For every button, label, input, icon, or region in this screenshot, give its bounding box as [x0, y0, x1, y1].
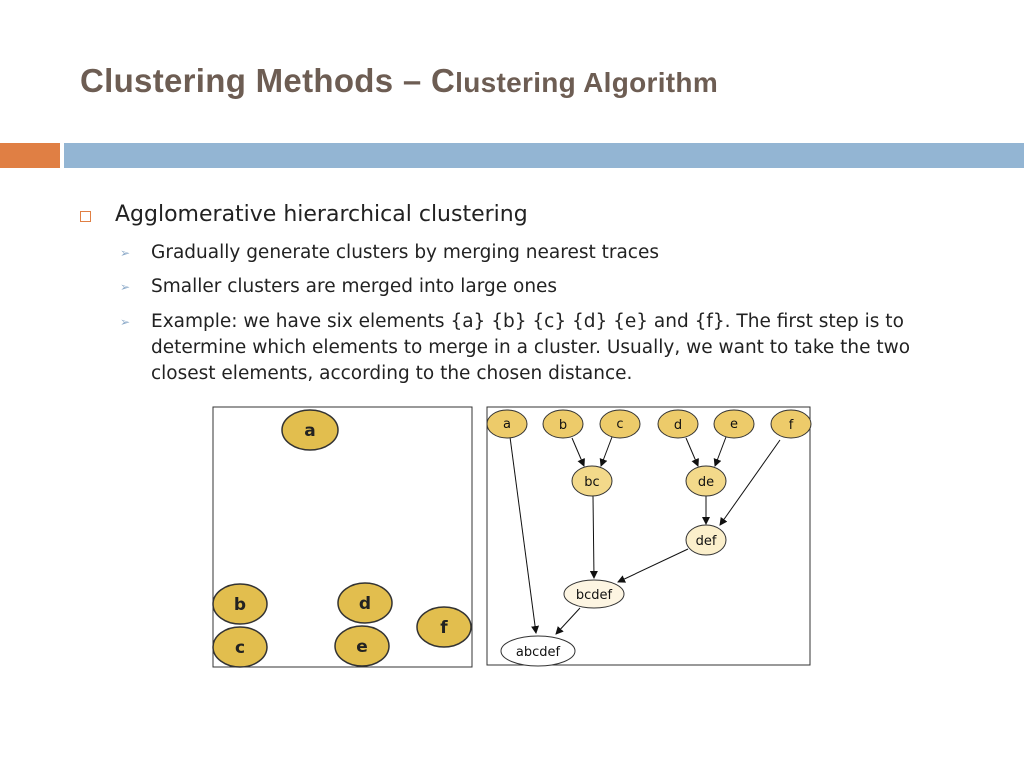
- node-label: f: [440, 618, 448, 638]
- scatter-panel: [213, 407, 472, 667]
- node-label: d: [358, 594, 372, 614]
- sub-bullet: ➢ Smaller clusters are merged into large ones: [120, 274, 960, 300]
- point-c: [213, 627, 267, 667]
- slide-title: Clustering Methods – Clustering Algorithm: [80, 62, 719, 99]
- node-label: f: [788, 418, 794, 433]
- node-label: a: [503, 417, 511, 432]
- node-def: [686, 525, 726, 555]
- node-label: b: [233, 595, 247, 615]
- node-b: [543, 410, 583, 438]
- node-bc: [572, 466, 612, 496]
- node-e: [714, 410, 754, 438]
- node-label: bc: [584, 475, 600, 490]
- node-label: d: [673, 418, 683, 433]
- node-label: e: [356, 637, 368, 657]
- point-f: [417, 607, 471, 647]
- point-e: [335, 626, 389, 666]
- node-label: b: [558, 418, 568, 433]
- arrow-bullet-icon: ➢: [120, 246, 131, 260]
- arrow-bullet-icon: ➢: [120, 315, 131, 329]
- point-d: [338, 583, 392, 623]
- point-a: [282, 410, 338, 450]
- node-label: e: [730, 417, 738, 432]
- node-abcdef: [501, 636, 575, 666]
- node-label: a: [304, 421, 316, 441]
- node-a: [487, 410, 527, 438]
- dendrogram-panel: [487, 407, 811, 666]
- node-label: def: [695, 534, 717, 549]
- node-f: [771, 410, 811, 438]
- sub-bullet: ➢ Gradually generate clusters by merging nearest traces: [120, 240, 960, 266]
- node-label: abcdef: [515, 645, 561, 660]
- node-label: bcdef: [575, 588, 613, 603]
- node-de: [686, 466, 726, 496]
- node-d: [658, 410, 698, 438]
- node-label: de: [697, 475, 715, 490]
- node-label: c: [234, 638, 246, 658]
- bullet-main: Agglomerative hierarchical clustering: [80, 202, 528, 227]
- point-b: [213, 584, 267, 624]
- sub-bullet: ➢ Example: we have six elements {a} {b} {c} {d} {e} and {f}. The first step is to determine which elements to merge in a cluster. Usually, we want to take the two closest elements, according to the chosen distance.: [120, 311, 911, 384]
- node-bcdef: [564, 580, 624, 608]
- node-label: c: [616, 417, 624, 432]
- arrow-bullet-icon: ➢: [120, 280, 131, 294]
- node-c: [600, 410, 640, 438]
